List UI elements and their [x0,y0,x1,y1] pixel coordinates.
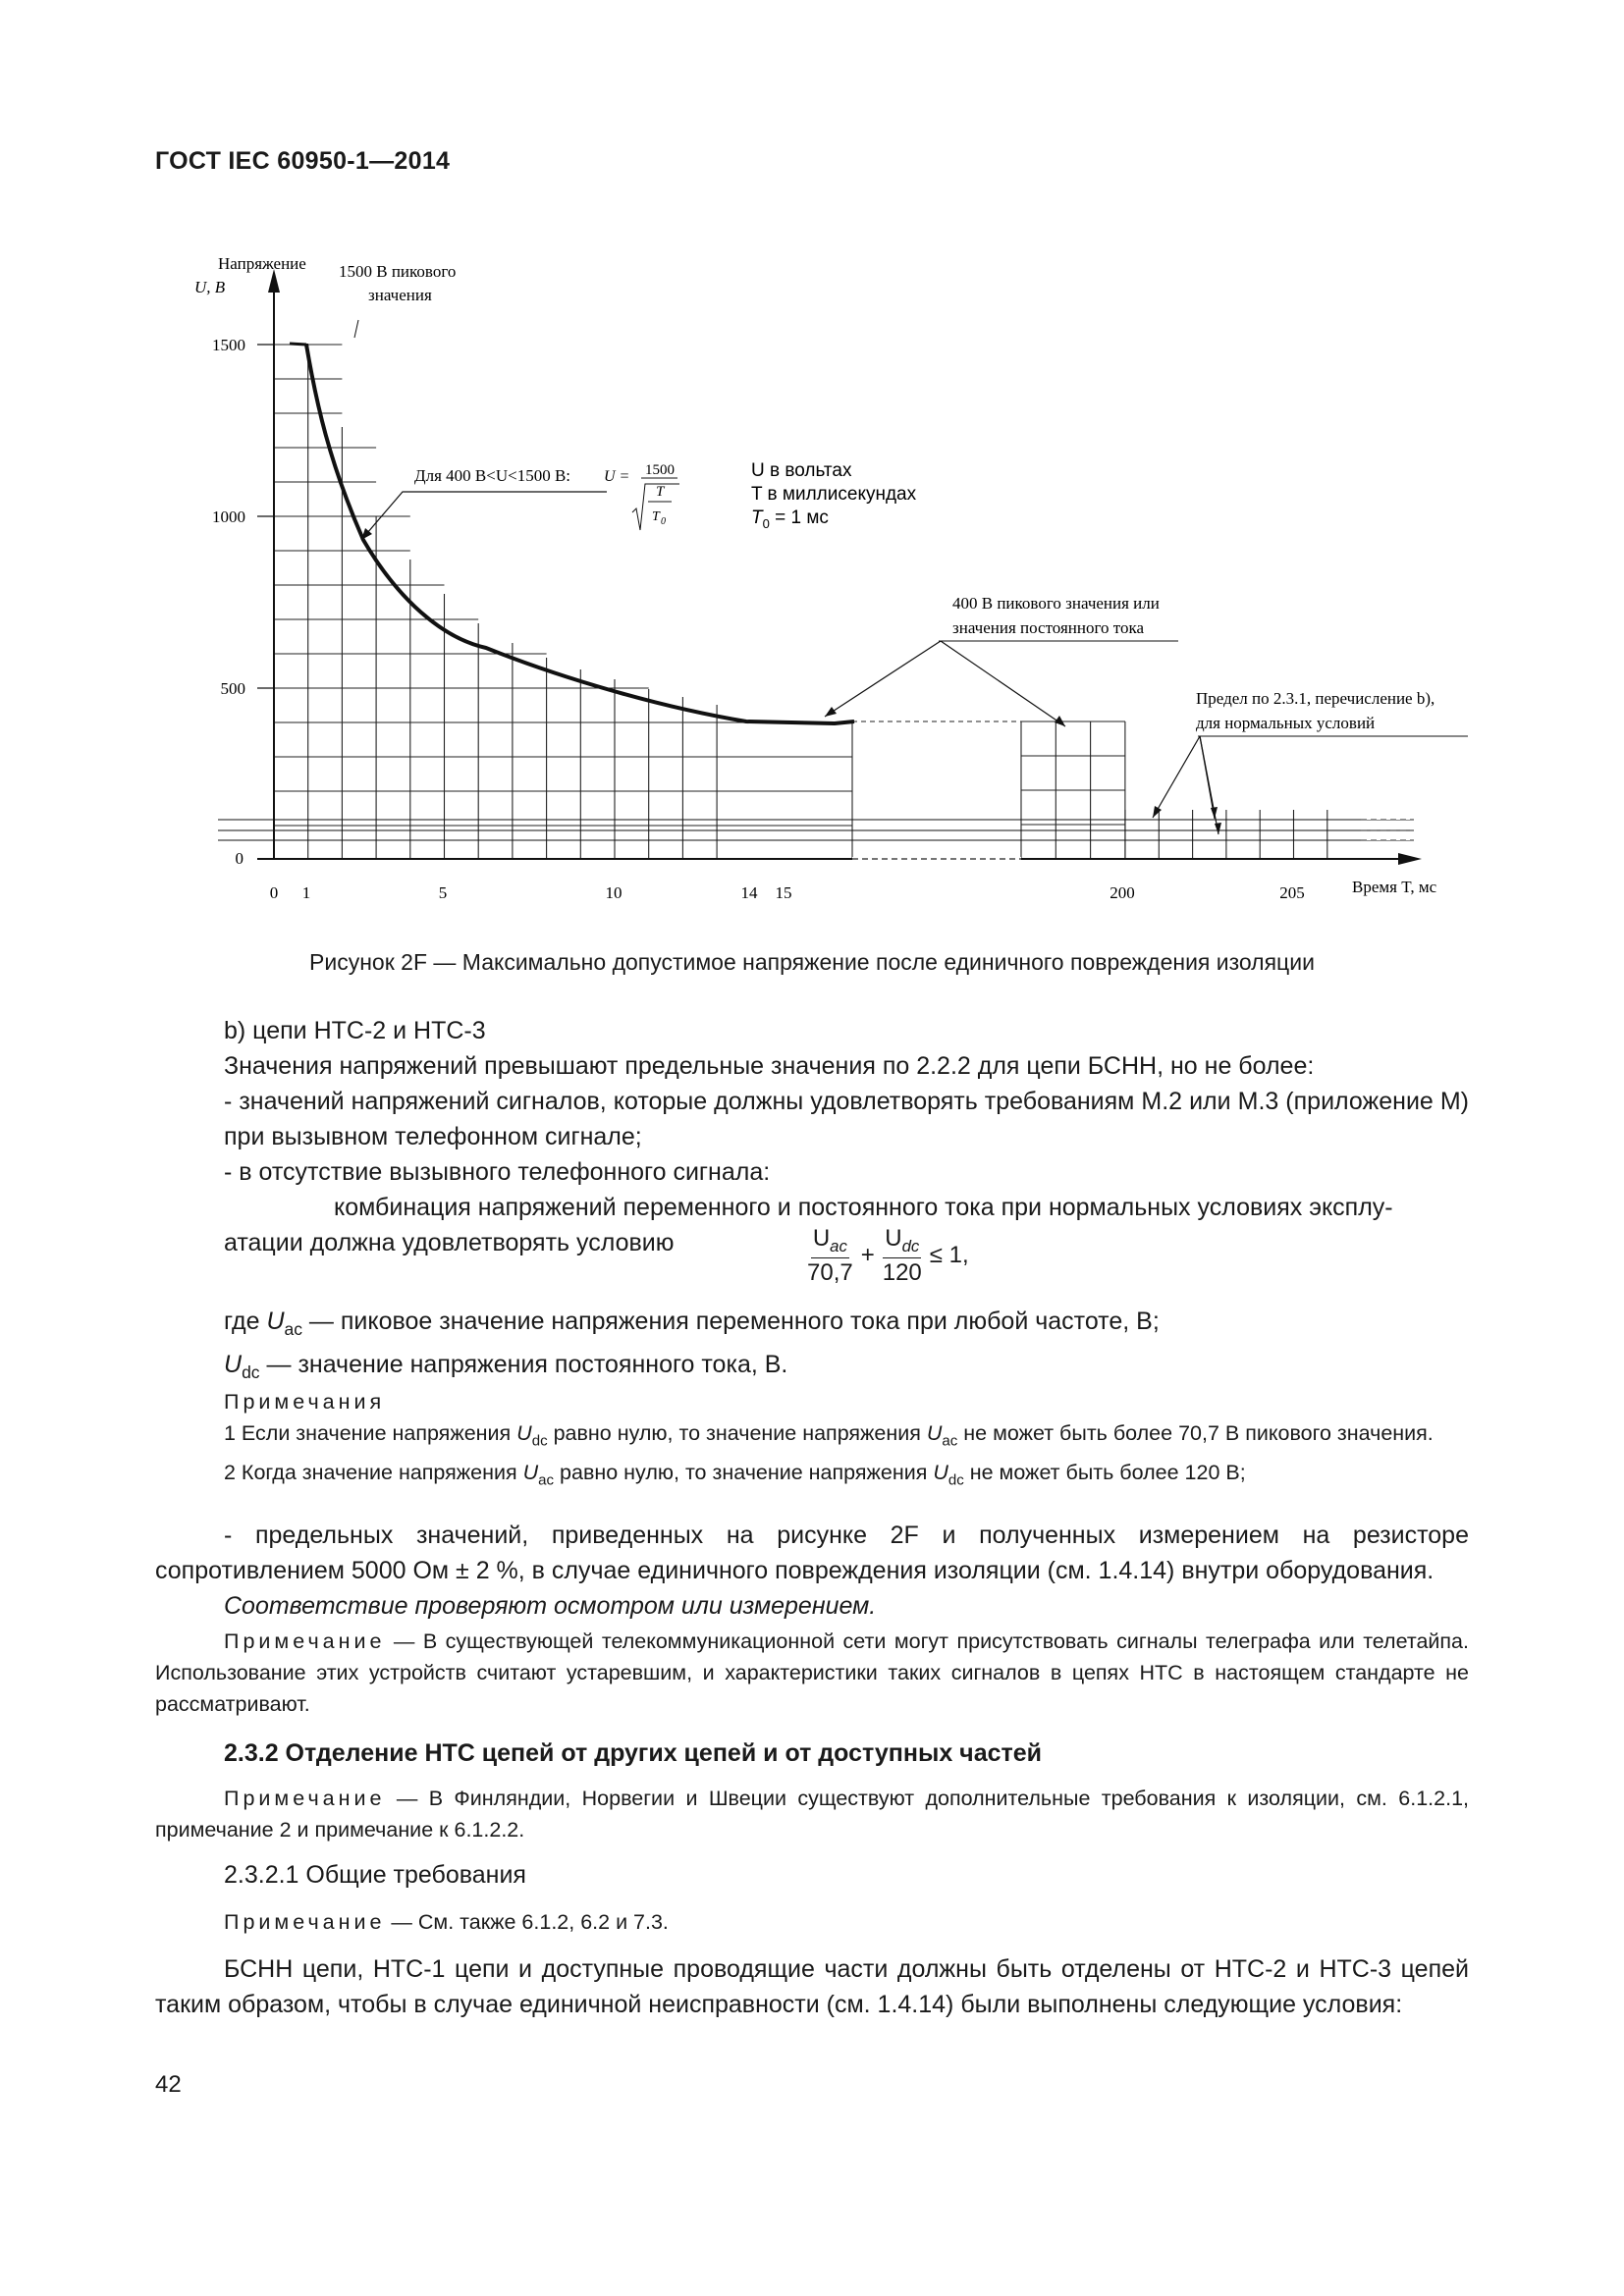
note-1: 1 Если значение напряжения $U_{dc}$ равно нулю, то значение напряжения $U_{ac}$ не может быть более 70,7 В пикового значения. [224,1421,1434,1450]
def-uac: где $U_{ac}$ — пиковое значение напряжения переменного тока при любой частоте, В; [224,1308,1160,1339]
x-tick-15: 15 [775,883,792,902]
y-tick-0: 0 [235,849,244,868]
svg-text:0: 0 [661,516,666,527]
note-telegraph-title: Примечание [224,1629,386,1653]
y-tick-1000: 1000 [212,507,245,526]
x-tick-10: 10 [605,883,623,902]
section-b [224,1013,1469,1260]
svg-text:1500: 1500 [645,462,675,478]
x-tick-200: 200 [1110,883,1135,902]
note-nordic-text: — В Финляндии, Норвегии и Швеции существуют дополнительные требования к изоляции, см. 6.1.2.1, примечание 2 и примечание к 6.1.2.2. [155,1787,1469,1842]
curve-formula [604,462,679,530]
annotation-peak-value: значения [368,286,432,304]
item-limits: - предельных значений, приведенных на рисунке 2F и полученных измерением на резисторе сопротивлением 5000 Ом ± 2 %, в случае единичного повреждения изоляции (см. 1.4.14) внутри оборудования. [155,1522,1469,1584]
voltage-time-figure [147,245,1483,913]
y-tick-1500: 1500 [212,336,245,354]
notes [155,1386,1469,1497]
limits-block [155,1518,1469,1624]
y-axis-unit: U, В [194,278,226,296]
b-line1: Значения напряжений превышают предельные значения по 2.2.2 для цепи БСНН, но не более: [224,1052,1315,1080]
b-title: b) цепи НТС-2 и НТС-3 [224,1017,486,1044]
notes-title: Примечания [224,1390,386,1414]
x-axis-arrow [1398,853,1422,865]
b-item3a: комбинация напряжений переменного и постоянного тока при нормальных условиях эксплу- [334,1194,1393,1221]
x-tick-14: 14 [740,883,758,902]
annotation-400v-1: 400 В пикового значения или [952,594,1160,613]
svg-text:T: T [656,484,665,500]
compliance-text: Соответствие проверяют осмотром или измерением. [224,1592,877,1620]
b-item1: - значений напряжений сигналов, которые должны удовлетворять требованиям М.2 или М.3 (приложение М) при вызывном телефонном сигнале; [224,1088,1469,1150]
note-2: 2 Когда значение напряжения $U_{ac}$ равно нулю, то значение напряжения $U_{dc}$ не может быть более 120 В; [224,1461,1246,1489]
note-telegraph [155,1626,1469,1720]
note-telegraph-text: — В существующей телекоммуникационной сети могут присутствовать сигналы телеграфа или телетайпа. Использование этих устройств считают устаревшим, и характеристики таких сигналов в цепях НТС в настоящем стандарте не рассматривают. [155,1629,1469,1716]
subsection-2-3-2-1-title: 2.3.2.1 Общие требования [224,1861,526,1889]
condition-formula: $\frac{U_{ac}}{70,7}$ + $\frac{U_{dc}}{120}$ ≤ 1, [807,1225,969,1286]
x-tick-205: 205 [1279,883,1305,902]
b-item2: - в отсутствие вызывного телефонного сигнала: [224,1158,771,1186]
y-axis-label: Напряжение [218,254,306,273]
section-2-3-2-title: 2.3.2 Отделение НТС цепей от других цепей и от доступных частей [224,1739,1043,1767]
annotation-limit-2: для нормальных условий [1196,714,1376,732]
figure-legend [751,460,917,531]
svg-text:U =: U = [604,468,630,485]
svg-text:T: T [652,509,660,524]
x-tick-5: 5 [438,883,448,902]
page-number: 42 [155,2071,182,2098]
annotation-peak-1500: 1500 В пикового [339,262,457,281]
definitions [224,1304,1469,1390]
annotation-range: Для 400 В<U<1500 В: [414,466,571,485]
x-axis-label: Время T, мс [1352,878,1437,896]
document-header: ГОСТ IEC 60950-1—2014 [155,147,451,175]
svg-text:T в миллисекундах: T в миллисекундах [751,484,917,505]
x-tick-1: 1 [301,883,311,902]
voltage-limit-curve [306,344,854,723]
annotation-limit-1: Предел по 2.3.1, перечисление b), [1196,689,1435,708]
note-see-also: Примечание — См. также 6.1.2, 6.2 и 7.3. [224,1910,669,1934]
def-udc: $U_{dc}$ — значение напряжения постоянного тока, В. [224,1351,788,1382]
figure-caption: Рисунок 2F — Максимально допустимое напряжение после единичного повреждения изоляции [309,949,1315,975]
y-tick-500: 500 [220,679,245,698]
svg-text:T0 = 1 мс: $T_0 = 1$ мс [751,507,829,531]
x-tick-0: 0 [269,883,279,902]
b-item3b: атации должна удовлетворять условию [224,1229,675,1256]
annotation-400v-2: значения постоянного тока [952,618,1145,637]
final-paragraph: БСНН цепи, НТС-1 цепи и доступные проводящие части должны быть отделены от НТС-2 и НТС-3 цепей таким образом, чтобы в случае единичной неисправности (см. 1.4.14) были выполнены следующие условия: [155,1955,1469,2018]
svg-text:U в вольтах: U в вольтах [751,460,852,481]
note-nordic: Примечание — В Финляндии, Норвегии и Швеции существуют дополнительные требования к изоляции, см. 6.1.2.1, примечание 2 и примечание к 6.1.2.2. [155,1787,1469,1842]
